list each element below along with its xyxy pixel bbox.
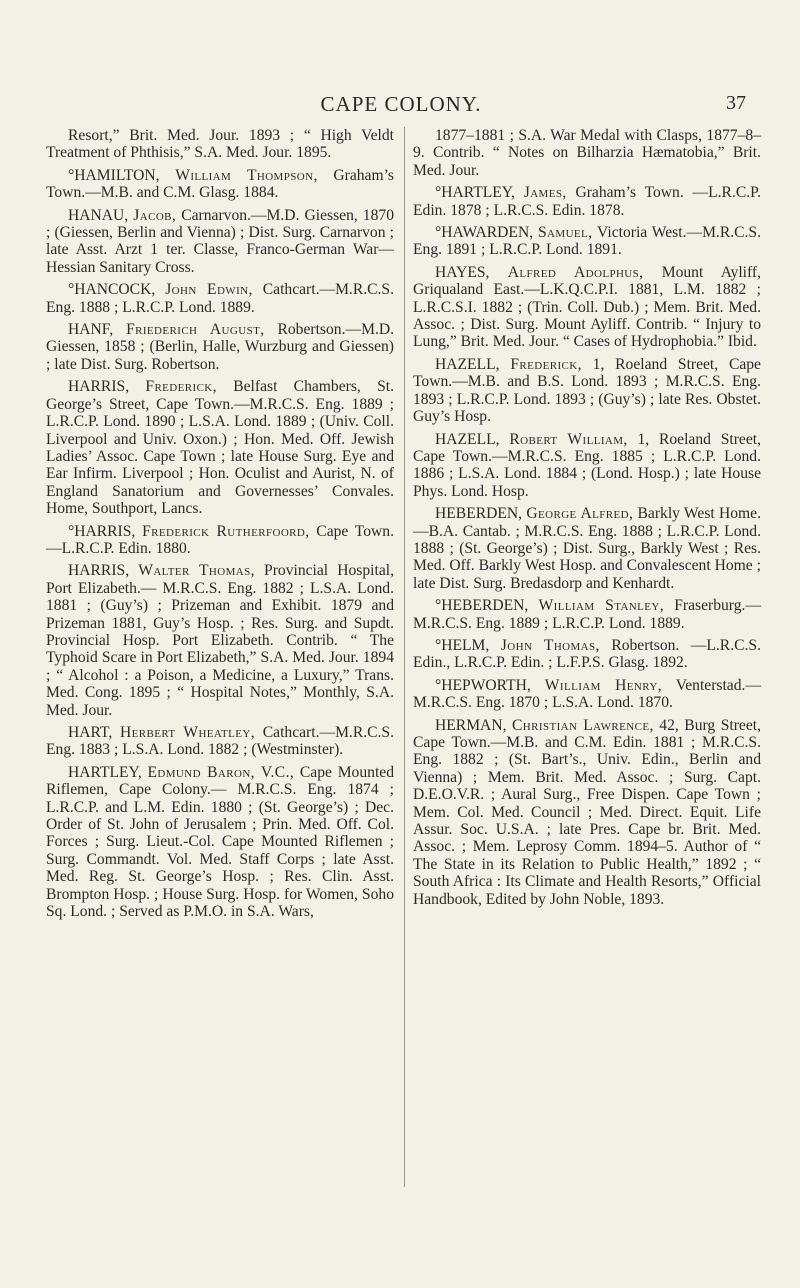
directory-entry: HANF, Friederich August, Robertson.—M.D. Giessen, 1858 ; (Berlin, Halle, Wurzburg and Giessen) ; late Dist. Surg. Robertson. (46, 321, 395, 373)
directory-entry: 1877–1881 ; S.A. War Medal with Clasps, 1877–8–9. Contrib. “ Notes on Bilharzia Hæmatobia,” Brit. Med. Jour. (413, 127, 761, 179)
directory-entry: °HAWARDEN, Samuel, Victoria West.—M.R.C.S. Eng. 1891 ; L.R.C.P. Lond. 1891. (413, 224, 761, 259)
right-column (413, 127, 761, 913)
directory-entry: HAZELL, Frederick, 1, Roeland Street, Cape Town.—M.B. and B.S. Lond. 1893 ; M.R.C.S. Eng. 1893 ; L.R.C.P. Lond. 1893 ; (Guy’s) ; late Res. Obstet. Guy’s Hosp. (413, 355, 761, 426)
directory-entry: HART, Herbert Wheatley, Cathcart.—M.R.C.S. Eng. 1883 ; L.S.A. Lond. 1882 ; (Westminster). (46, 724, 394, 759)
directory-entry: °HEPWORTH, William Henry, Venterstad.—M.R.C.S. Eng. 1870 ; L.S.A. Lond. 1870. (413, 676, 761, 712)
directory-entry: °HAMILTON, William Thompson, Graham’s Town.—M.B. and C.M. Glasg. 1884. (46, 166, 395, 202)
column-divider (404, 127, 405, 1187)
directory-entry: °HANCOCK, John Edwin, Cathcart.—M.R.C.S. Eng. 1888 ; L.R.C.P. Lond. 1889. (46, 281, 394, 316)
directory-entry: °HARTLEY, James, Graham’s Town. —L.R.C.P. Edin. 1878 ; L.R.C.S. Edin. 1878. (413, 184, 761, 219)
left-column (46, 127, 394, 925)
directory-entry: HEBERDEN, George Alfred, Barkly West Home.—B.A. Cantab. ; M.R.C.S. Eng. 1888 ; L.R.C.P. Lond. 1888 ; (St. George’s) ; Dist. Surg., Barkly West ; Res. Med. Off. Barkly West Hosp. and Convalescent Home ; late Dist. Surg. Bredasdorp and Kenhardt. (413, 505, 761, 592)
directory-entry: HERMAN, Christian Lawrence, 42, Burg Street, Cape Town.—M.B. and C.M. Edin. 1881 ; M.R.C.S. Eng. 1882 ; (St. Bart’s., Univ. Edin., Berlin and Vienna) ; Mem. Brit. Med. Assoc. ; Surg. Capt. D.E.O.V.R. ; Aural Surg., Free Dispen. Cape Town ; Mem. Col. Med. Council ; Med. Direct. Equit. Life Assur. Soc. U.S.A. ; late Pres. Cape br. Brit. Med. Assoc. ; Mem. Leprosy Comm. 1894–5. Author of “ The State in its Relation to Public Health,” 1892 ; “ South Africa : Its Climate and Health Resorts,” Official Handbook, Edited by John Noble, 1893. (413, 716, 761, 908)
page-header (56, 92, 746, 122)
directory-entry: HANAU, Jacob, Carnarvon.—M.D. Giessen, 1870 ; (Giessen, Berlin and Vienna) ; Dist. Surg. Carnarvon ; late Asst. Arzt 1 ter. Classe, Franco-German War—Hessian Sanitary Cross. (46, 206, 394, 276)
directory-entry: HAZELL, Robert William, 1, Roeland Street, Cape Town.—M.R.C.S. Eng. 1885 ; L.R.C.P. Lond. 1886 ; L.S.A. Lond. 1884 ; (Lond. Hosp.) ; late House Phys. Lond. Hosp. (413, 430, 761, 500)
directory-entry: °HEBERDEN, William Stanley, Fraserburg.—M.R.C.S. Eng. 1889 ; L.R.C.P. Lond. 1889. (413, 597, 761, 632)
directory-entry: °HARRIS, Frederick Rutherfoord, Cape Town.—L.R.C.P. Edin. 1880. (46, 522, 394, 557)
directory-entry: HARRIS, Walter Thomas, Provincial Hospital, Port Elizabeth.— M.R.C.S. Eng. 1882 ; L.S.A. Lond. 1881 ; (Guy’s) ; Prizeman and Exhibit. 1879 and Prizeman 1881, Guy’s Hosp. ; Res. Surg. and Supdt. Provincial Hosp. Port Elizabeth. Contrib. “ The Typhoid Scare in Port Elizabeth,” S.A. Med. Jour. 1894 ; “ Alcohol : a Poison, a Medicine, a Luxury,” Trans. Med. Cong. 1895 ; “ Hospital Notes,” Monthly, S.A. Med. Jour. (46, 562, 394, 719)
directory-entry: HARRIS, Frederick, Belfast Chambers, St. George’s Street, Cape Town.—M.R.C.S. Eng. 1889 ; L.R.C.P. Lond. 1890 ; L.S.A. Lond. 1889 ; (Univ. Coll. Liverpool and Univ. Oxon.) ; Hon. Med. Off. Jewish Ladies’ Assoc. Cape Town ; late House Surg. Eye and Ear Infirm. Liverpool ; Hon. Oculist and Aurist, N. of England Sanatorium and Governesses’ Convales. Home, Southport, Lancs. (46, 378, 394, 518)
directory-entry: °HELM, John Thomas, Robertson. —L.R.C.S. Edin., L.R.C.P. Edin. ; L.F.P.S. Glasg. 1892. (413, 636, 761, 672)
directory-entry: HARTLEY, Edmund Baron, V.C., Cape Mounted Riflemen, Cape Colony.— M.R.C.S. Eng. 1874 ; L.R.C.P. and L.M. Edin. 1880 ; (St. George’s) ; Dec. Order of St. John of Jerusalem ; Prin. Med. Off. Col. Forces ; Surg. Lieut.-Col. Cape Mounted Riflemen ; Surg. Commandt. Vol. Med. Staff Corps ; late Asst. Med. Reg. St. George’s Hosp. ; Res. Clin. Asst. Brompton Hosp. ; House Surg. Hosp. for Women, Soho Sq. Lond. ; Served as P.M.O. in S.A. Wars, (46, 763, 394, 921)
page-number: 37 (726, 92, 746, 114)
directory-entry: HAYES, Alfred Adolphus, Mount Ayliff, Griqualand East.—L.K.Q.C.P.I. 1881, L.M. 1882 ; L.R.C.S.I. 1882 ; (Trin. Coll. Dub.) ; Mem. Brit. Med. Assoc. ; Dist. Surg. Mount Ayliff. Contrib. “ Injury to Lung,” Brit. Med. Jour. “ Cases of Hydrophobia.” Ibid. (413, 263, 761, 351)
running-title: CAPE COLONY. (320, 92, 482, 116)
directory-entry: Resort,” Brit. Med. Jour. 1893 ; “ High Veldt Treatment of Phthisis,” S.A. Med. Jour. 1895. (46, 127, 394, 162)
